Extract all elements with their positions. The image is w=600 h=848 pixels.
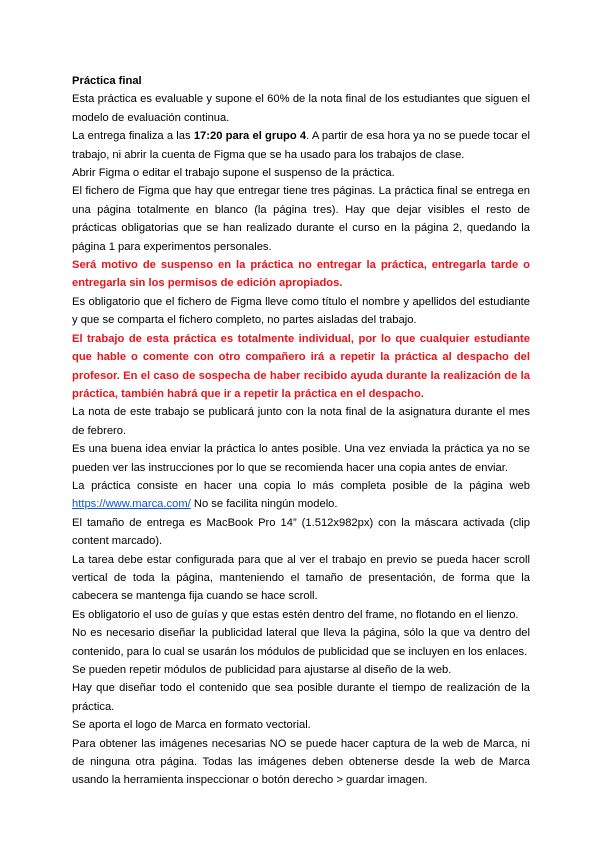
- copy-text-after: No se facilita ningún modelo.: [190, 498, 338, 511]
- document-page: [72, 72, 530, 790]
- paragraph-evaluation: Esta práctica es evaluable y supone el 60% de la nota final de los estudiantes que siguen el modelo de evaluación continua.: [72, 93, 530, 124]
- paragraph-guides: Es obligatorio el uso de guías y que estas estén dentro del frame, no flotando en el lienzo.: [72, 608, 519, 621]
- paragraph-figma-pages: El fichero de Figma que hay que entregar tiene tres páginas. La práctica final se entrega en una página totalmente en blanco (la página tres). Hay que dejar visibles el resto de prácticas obligatorias que se han realizado durante el curso en la página 2, quedando la página 1 para experimentos personales.: [72, 185, 530, 253]
- marca-link[interactable]: https://www.marca.com/: [72, 498, 191, 511]
- copy-text-before: La práctica consiste en hacer una copia lo más completa posible de la página web: [72, 479, 530, 492]
- deadline-text-after: . A partir de esa hora ya no se puede tocar el trabajo, ni abrir la cuenta de Figma que se ha usado para los trabajos de clase.: [72, 130, 530, 161]
- paragraph-logo: Se aporta el logo de Marca en formato vectorial.: [72, 719, 311, 732]
- document-title: Práctica final: [72, 75, 142, 87]
- paragraph-scroll-config: La tarea debe estar configurada para que al ver el trabajo en previo se pueda hacer scroll vertical de toda la página, manteniendo el tamaño de presentación, de forma que la cabecera se mantenga fija cuando se hace scroll.: [72, 553, 530, 603]
- paragraph-fail-reasons: Será motivo de suspenso en la práctica no entregar la práctica, entregarla tarde o entregarla sin los permisos de edición apropiados.: [72, 259, 530, 290]
- paragraph-grade-publication: La nota de este trabajo se publicará junto con la nota final de la asignatura durante el mes de febrero.: [72, 406, 530, 437]
- paragraph-file-title: Es obligatorio que el fichero de Figma lleve como título el nombre y apellidos del estudiante y que se comparta el fichero completo, no partes aisladas del trabajo.: [72, 295, 530, 327]
- paragraph-submit-early: Es una buena idea enviar la práctica lo antes posible. Una vez enviada la práctica ya no se pueden ver las instrucciones por lo que se recomienda hacer una copia antes de enviar.: [72, 443, 530, 474]
- paragraph-ad-modules: Se pueden repetir módulos de publicidad para ajustarse al diseño de la web.: [72, 664, 452, 676]
- paragraph-figma-warning: Abrir Figma o editar el trabajo supone el suspenso de la práctica.: [72, 167, 395, 180]
- paragraph-advertising: No es necesario diseñar la publicidad lateral que lleva la página, sólo la que va dentro del contenido, para lo cual se usarán los módulos de publicidad que se incluyen en los enlaces.: [72, 627, 530, 658]
- paragraph-copy-website: [72, 477, 530, 514]
- paragraph-individual-work: El trabajo de esta práctica es totalmente individual, por lo que cualquier estudiante que hable o comente con otro compañero irá a repetir la práctica al despacho del profesor. En el caso de sospecha de haber recibido ayuda durante la realización de la práctica, también habrá que ir a repetir la práctica en el despacho.: [72, 332, 530, 400]
- deadline-text-before: La entrega finaliza a las: [72, 130, 194, 143]
- paragraph-deadline: [72, 127, 530, 164]
- paragraph-delivery-size: El tamaño de entrega es MacBook Pro 14” (1.512x982px) con la máscara activada (clip content marcado).: [72, 516, 530, 548]
- paragraph-design-content: Hay que diseñar todo el contenido que sea posible durante el tiempo de realización de la práctica.: [72, 682, 530, 713]
- deadline-time: 17:20 para el grupo 4: [193, 130, 307, 143]
- paragraph-images: Para obtener las imágenes necesarias NO se puede hacer captura de la web de Marca, ni de ninguna otra página. Todas las imágenes deben obtenerse desde la web de Marca usando la herramienta inspeccionar o botón derecho > guardar imagen.: [72, 737, 530, 787]
